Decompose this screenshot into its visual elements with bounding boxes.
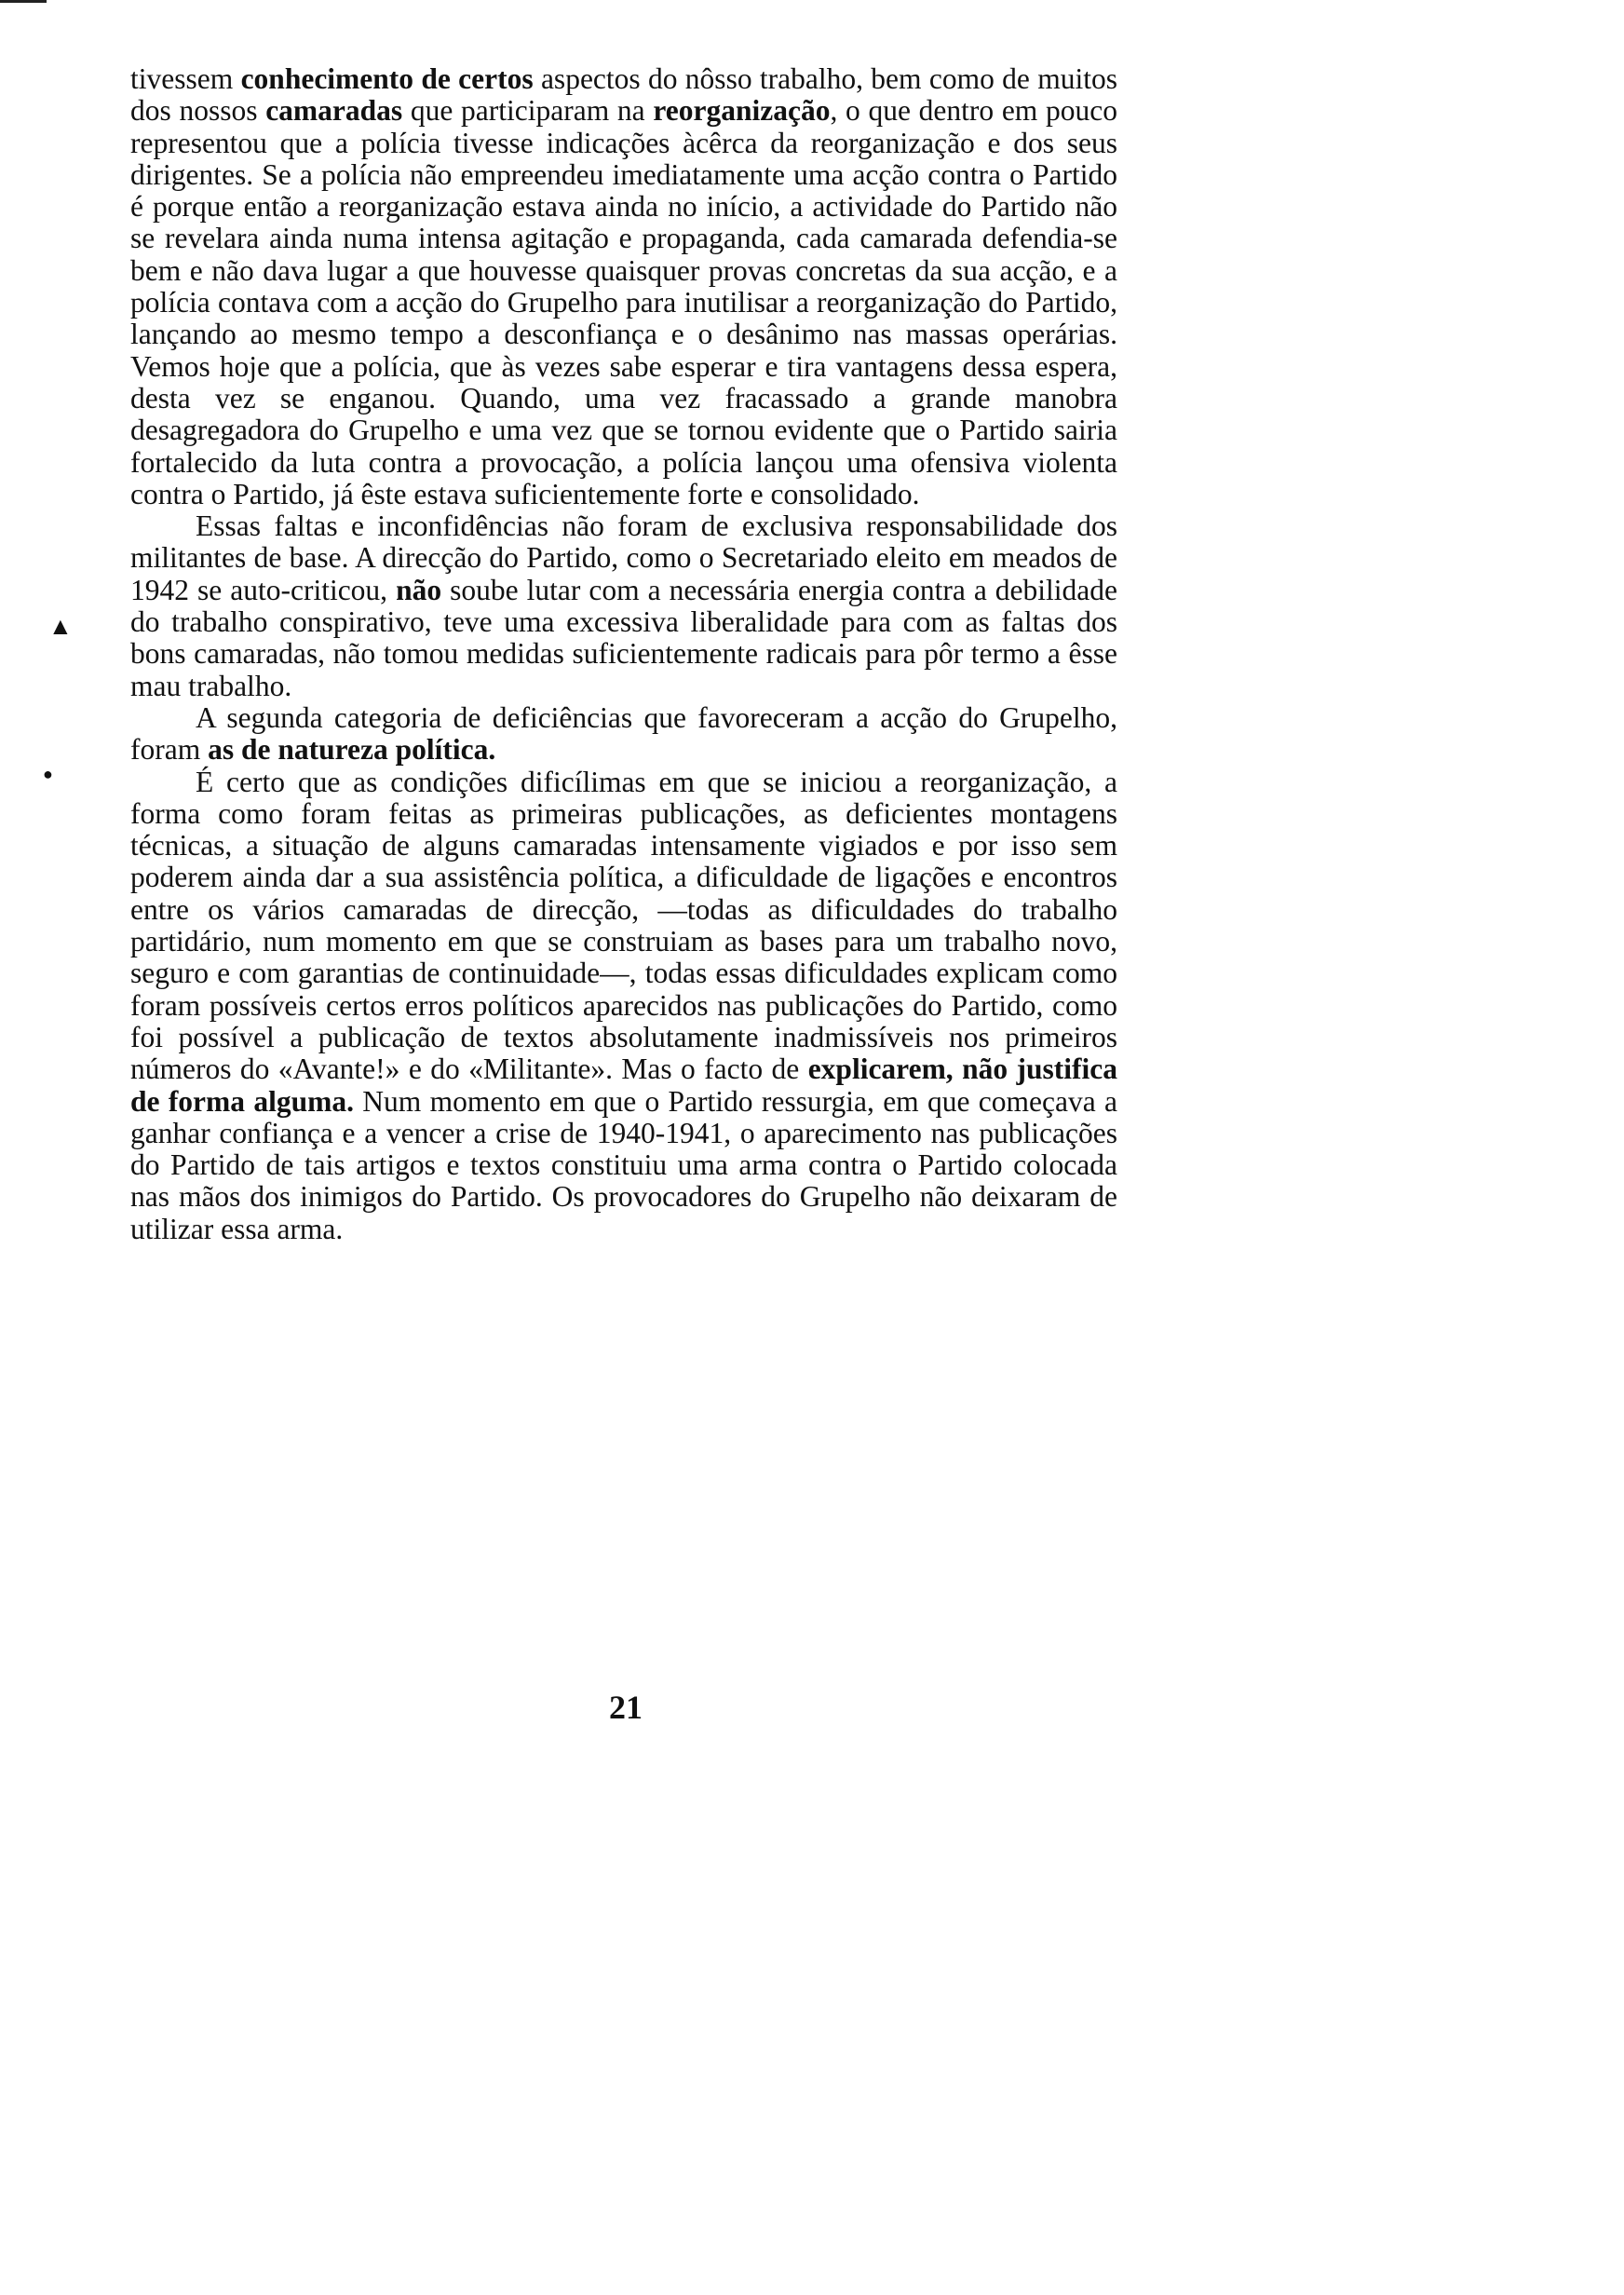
text-segment: É certo que as condições dificílimas em que se iniciou a reorganização, a forma como foram feitas as primeiras publicações, as deficientes montagens técnicas, a situação de alguns camaradas intensamente vigiados e por isso sem poderem ainda dar a sua assistência política, a dificuldade de ligações e encontros entre os vários camaradas de direcção, —todas as dificuldades do trabalho partidário, num momento em que se construiam as bases para um trabalho novo, seguro e com garantias de continuidade—, todas essas dificuldades explicam como foram possíveis certos erros políticos aparecidos nas publicações do Partido, como foi possível a publicação de textos absolutamente inadmissíveis nos primeiros números do «Avante!» e do «Militante». Mas o facto de xyxy=(130,765,1117,1086)
bold-text-segment: camaradas xyxy=(265,94,403,128)
margin-mark-triangle: ▲ xyxy=(48,613,73,640)
bold-text-segment: reorganização xyxy=(653,94,831,128)
text-segment: que participaram na xyxy=(402,94,654,128)
text-segment: Essas faltas e inconfidências não foram de exclusiva responsabilidade dos militantes de base. A direcção do Partido, como o Secretariado eleito em meados de 1942 se auto-criticou, xyxy=(130,509,1117,606)
page-number: 21 xyxy=(609,1689,643,1726)
page-body-text xyxy=(130,63,1117,1245)
paragraph-4 xyxy=(130,767,1117,1245)
corner-scan-mark xyxy=(0,0,47,3)
paragraph-3 xyxy=(130,702,1117,767)
text-segment: soube lutar com a necessária energia contra a debilidade do trabalho conspirativo, teve uma excessiva liberalidade para com as faltas dos bons camaradas, não tomou medidas suficientemente radicais para pôr termo a êsse mau trabalho. xyxy=(130,573,1118,702)
margin-mark-dot: ● xyxy=(43,765,53,783)
bold-text-segment: explicarem, não justifica de forma alguma. xyxy=(130,1052,1117,1118)
bold-text-segment: não xyxy=(396,573,442,606)
text-segment: tivessem xyxy=(130,62,241,95)
paragraph-2 xyxy=(130,510,1117,702)
bold-text-segment: conhecimento de certos xyxy=(240,62,534,95)
bold-text-segment: política. xyxy=(395,733,496,767)
text-segment: Num momento em que o Partido ressurgia, em que começava a ganhar confiança e a vencer a crise de 1940-1941, o aparecimento nas publicações do Partido de tais artigos e textos constituiu uma arma contra o Partido colocada nas mãos dos inimigos do Partido. Os provocadores do Grupelho não deixaram de utilizar essa arma. xyxy=(130,1084,1117,1245)
text-segment xyxy=(388,733,396,766)
bold-text-segment: as de natureza xyxy=(208,733,388,767)
text-segment: , o que dentro em pouco representou que a polícia tivesse indicações àcêrca da reorganização e dos seus dirigentes. Se a polícia não empreendeu imediatamente uma acção contra o Partido é porque então a reorganização estava ainda no início, a actividade do Partido não se revelara ainda numa intensa agitação e propaganda, cada camarada defendia-se bem e não dava lugar a que houvesse quaisquer provas concretas da sua acção, e a polícia contava com a acção do Grupelho para inutilisar a reorganização do Partido, lançando ao mesmo tempo a desconfiança e o desânimo nas massas operárias. Vemos hoje que a polícia, que às vezes sabe esperar e tira vantagens dessa espera, desta vez se enganou. Quando, uma vez fracassado a grande manobra desagregadora do Grupelho e uma vez que se tornou evidente que o Partido sairia fortalecido da luta contra a provocação, a polícia lançou uma ofensiva violenta contra o Partido, já êste estava suficientemente forte e consolidado. xyxy=(130,94,1117,510)
text-segment: aspectos do nôsso trabalho, bem como de muitos dos nossos xyxy=(130,62,1117,128)
paragraph-1 xyxy=(130,63,1117,510)
text-segment: A segunda categoria de deficiências que favoreceram a acção do Grupelho, foram xyxy=(130,700,1117,767)
